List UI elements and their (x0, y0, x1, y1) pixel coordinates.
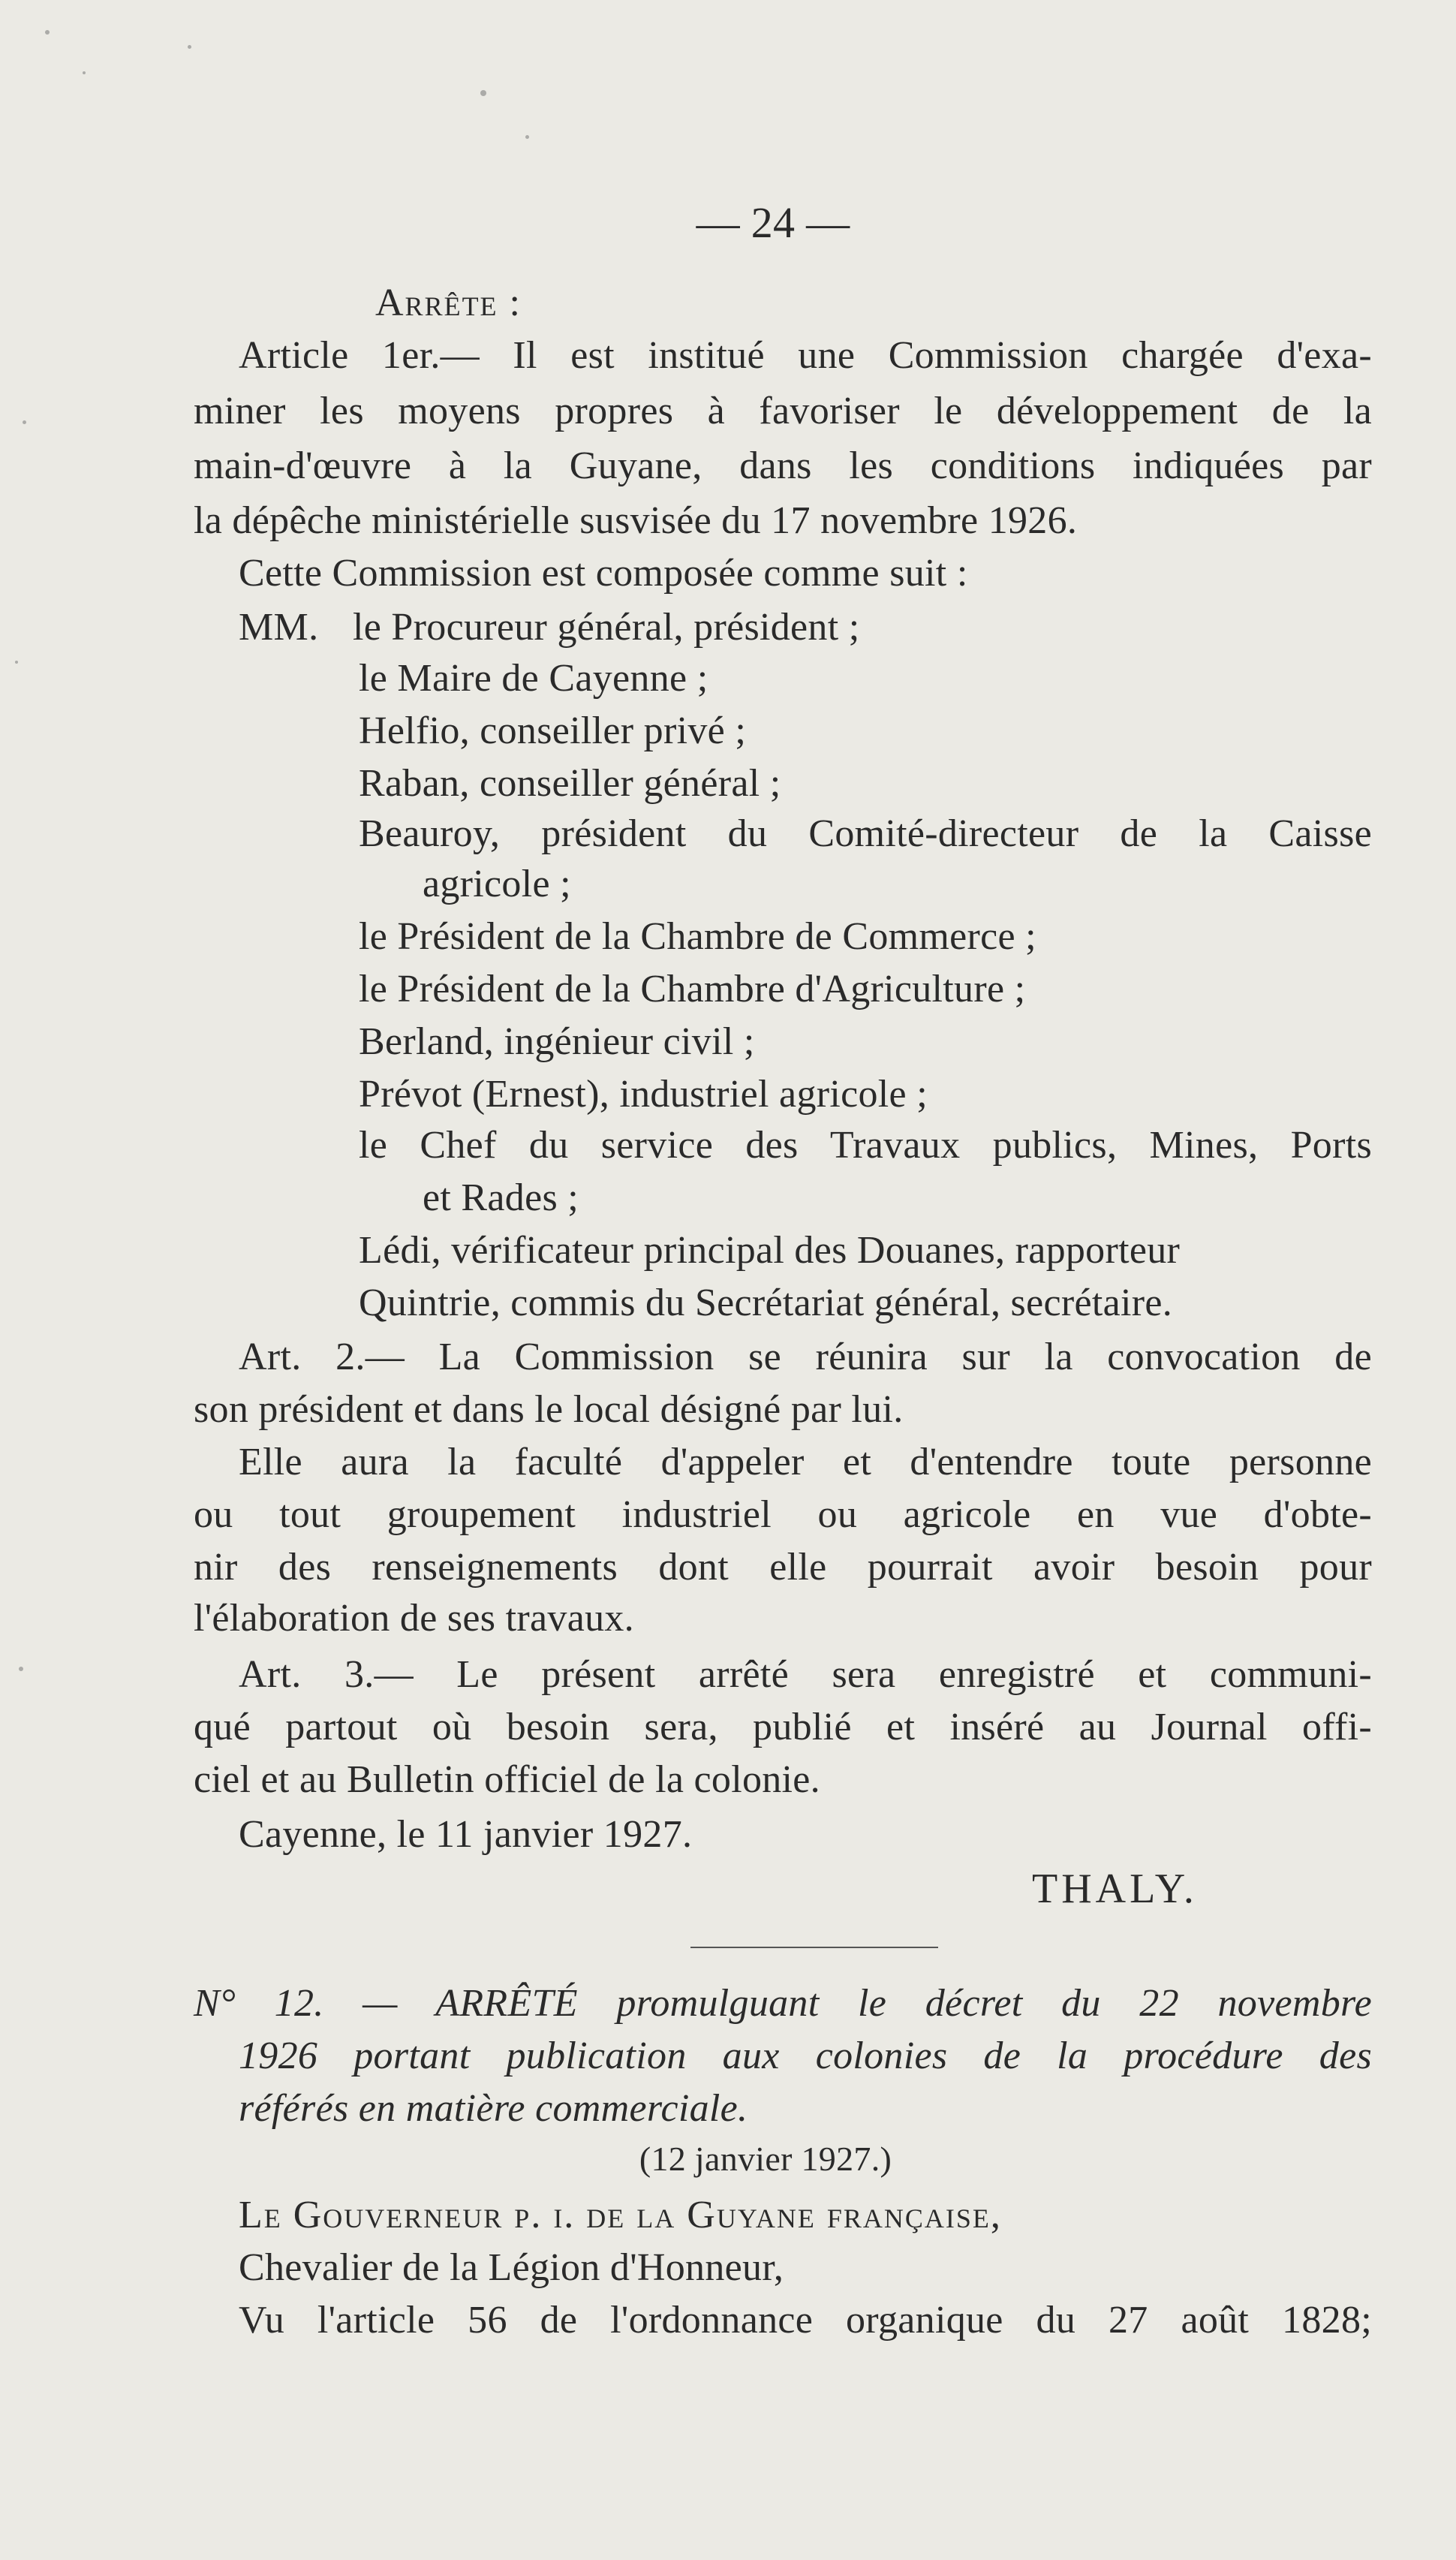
arrete-heading: Arrête : (375, 282, 522, 324)
article3-line: qué partout où besoin sera, publié et inséré au Journal offi- (194, 1706, 1372, 1748)
article2-line: Elle aura la faculté d'appeler et d'entendre toute personne (239, 1441, 1372, 1483)
member-item: le Chef du service des Travaux publics, Mines, Ports (359, 1124, 1372, 1167)
scan-speck (525, 135, 529, 139)
member-item: Prévot (Ernest), industriel agricole ; (359, 1073, 928, 1116)
article3-line: ciel et au Bulletin officiel de la colonie. (194, 1758, 820, 1801)
no12-date: (12 janvier 1927.) (639, 2140, 892, 2178)
article1-line: la dépêche ministérielle susvisée du 17 novembre 1926. (194, 499, 1078, 542)
no12-title-line: N° 12. — ARRÊTÉ promulguant le décret du 22 novembre (194, 1982, 1372, 2025)
scan-speck (188, 45, 191, 49)
member-item: Raban, conseiller général ; (359, 762, 781, 805)
member-item: le Procureur général, président ; (353, 606, 860, 649)
member-item: Lédi, vérificateur principal des Douanes, rapporteur (359, 1229, 1181, 1272)
scan-speck (83, 71, 86, 74)
article2-line: Art. 2.— La Commission se réunira sur la convocation de (239, 1336, 1372, 1378)
article1-line: Article 1er.— Il est institué une Commission chargée d'exa- (239, 334, 1372, 377)
member-item: Quintrie, commis du Secrétariat général, secrétaire. (359, 1282, 1173, 1324)
article2-line: ou tout groupement industriel ou agricole en vue d'obte- (194, 1493, 1372, 1536)
article2-line: l'élaboration de ses travaux. (194, 1597, 634, 1640)
member-item: le Président de la Chambre d'Agriculture ; (359, 968, 1026, 1010)
governor-title: Le Gouverneur p. i. de la Guyane française, (239, 2194, 1002, 2236)
governor-line: Vu l'article 56 de l'ordonnance organique du 27 août 1828; (239, 2299, 1372, 2342)
scan-speck (480, 90, 486, 96)
article1-line: miner les moyens propres à favoriser le développement de la (194, 390, 1372, 432)
no12-title-line: 1926 portant publication aux colonies de la procédure des (239, 2034, 1372, 2077)
member-item: Beauroy, président du Comité-directeur de la Caisse (359, 812, 1372, 855)
governor-line (239, 2196, 1002, 2235)
no12-title-line: référés en matière commerciale. (239, 2087, 748, 2130)
article2-line: nir des renseignements dont elle pourrait avoir besoin pour (194, 1546, 1372, 1589)
scan-speck (15, 661, 18, 664)
member-item: le Maire de Cayenne ; (359, 657, 708, 700)
scan-speck (19, 1667, 23, 1671)
members-prefix: MM. (239, 606, 319, 649)
page-number: — 24 — (696, 198, 850, 247)
member-item: Helfio, conseiller privé ; (359, 709, 747, 752)
section-divider (690, 1947, 938, 1948)
article3-line: Art. 3.— Le présent arrêté sera enregistré et communi- (239, 1653, 1372, 1696)
member-item: le Président de la Chambre de Commerce ; (359, 915, 1036, 958)
composition-intro: Cette Commission est composée comme suit : (239, 552, 968, 595)
signature: THALY. (1032, 1866, 1198, 1912)
governor-line: Chevalier de la Légion d'Honneur, (239, 2246, 784, 2289)
scan-speck (45, 30, 50, 35)
member-item-continued: agricole ; (423, 863, 571, 905)
place-date: Cayenne, le 11 janvier 1927. (239, 1813, 693, 1856)
scan-speck (23, 420, 26, 424)
article1-line: main-d'œuvre à la Guyane, dans les conditions indiquées par (194, 444, 1372, 487)
member-item-continued: et Rades ; (423, 1176, 579, 1219)
member-item: Berland, ingénieur civil ; (359, 1020, 755, 1063)
article2-line: son président et dans le local désigné par lui. (194, 1388, 904, 1431)
